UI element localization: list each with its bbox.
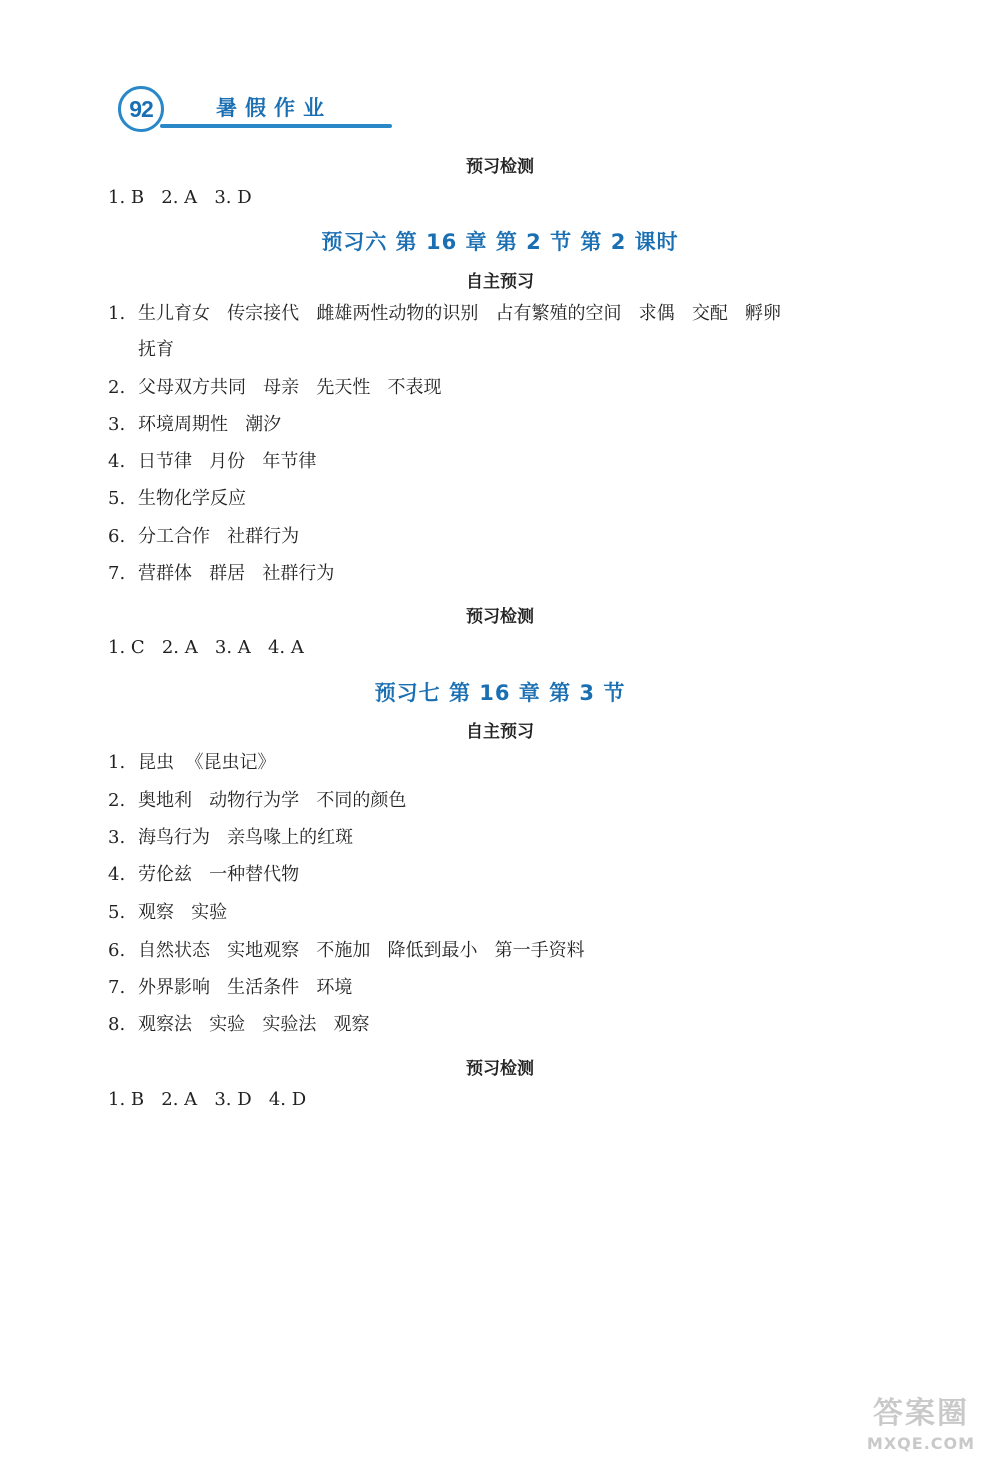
list-item-text: 自然状态 实地观察 不施加 降低到最小 第一手资料 — [138, 940, 585, 961]
list-item-text: 生物化学反应 — [138, 488, 246, 509]
watermark-text: 答案圈 — [873, 1396, 969, 1431]
list-item: 2. 奥地利 动物行为学 不同的颜色 — [108, 790, 407, 811]
list-item-text: 外界影响 生活条件 环境 — [138, 977, 353, 998]
section-heading-preview-check-6: 预习检测 — [466, 607, 534, 627]
answer-line-check-6: 1. C 2. A 3. A 4. A — [108, 637, 304, 658]
watermark-url: MXQE.COM — [866, 1434, 976, 1453]
list-item-text: 海鸟行为 亲鸟喙上的红斑 — [138, 827, 354, 848]
section-heading-preview-check-1: 预习检测 — [466, 157, 534, 177]
list-item-text: 劳伦兹 一种替代物 — [138, 864, 300, 885]
list-item: 4. 日节律 月份 年节律 — [108, 451, 317, 472]
list-item-text: 日节律 月份 年节律 — [138, 451, 317, 472]
list-item: 5. 生物化学反应 — [108, 488, 246, 509]
list-item-text: 环境周期性 潮汐 — [138, 414, 282, 435]
list-item: 8. 观察法 实验 实验法 观察 — [108, 1014, 370, 1035]
list-item: 1. 昆虫 《昆虫记》 — [108, 752, 276, 773]
list-item-text: 生儿育女 传宗接代 雌雄两性动物的识别 占有繁殖的空间 求偶 交配 孵卵 — [138, 303, 781, 324]
list-item: 5. 观察 实验 — [108, 902, 228, 923]
answer-line-check-1: 1. B 2. A 3. D — [108, 187, 252, 208]
section-heading-self-preview-7: 自主预习 — [466, 722, 534, 742]
header-title: 暑假作业 — [216, 96, 332, 120]
list-item-text: 父母双方共同 母亲 先天性 不表现 — [138, 377, 442, 398]
list-item: 3. 环境周期性 潮汐 — [108, 414, 282, 435]
list-item-text: 分工合作 社群行为 — [138, 526, 300, 547]
list-item: 2. 父母双方共同 母亲 先天性 不表现 — [108, 377, 442, 398]
list-item-text: 观察 实验 — [138, 902, 228, 923]
list-item: 1. 生儿育女 传宗接代 雌雄两性动物的识别 占有繁殖的空间 求偶 交配 孵卵 — [108, 303, 781, 324]
list-item-text: 观察法 实验 实验法 观察 — [138, 1014, 370, 1035]
list-item-text: 营群体 群居 社群行为 — [138, 563, 335, 584]
watermark-logo — [866, 1388, 976, 1458]
header-rule — [160, 124, 392, 128]
section-heading-self-preview-6: 自主预习 — [466, 272, 534, 292]
lesson-heading-7: 预习七 第 16 章 第 3 节 — [374, 681, 626, 705]
list-item-continuation: 抚育 — [138, 339, 174, 360]
list-item: 3. 海鸟行为 亲鸟喙上的红斑 — [108, 827, 354, 848]
page-header — [100, 80, 400, 160]
list-item: 7. 外界影响 生活条件 环境 — [108, 977, 353, 998]
list-item: 7. 营群体 群居 社群行为 — [108, 563, 335, 584]
page-number-badge: 92 — [118, 86, 164, 132]
list-item-text: 奥地利 动物行为学 不同的颜色 — [138, 790, 407, 811]
lesson-heading-6: 预习六 第 16 章 第 2 节 第 2 课时 — [321, 230, 679, 254]
list-item: 6. 自然状态 实地观察 不施加 降低到最小 第一手资料 — [108, 940, 585, 961]
list-item: 6. 分工合作 社群行为 — [108, 526, 300, 547]
list-item: 4. 劳伦兹 一种替代物 — [108, 864, 300, 885]
list-item-text: 昆虫 《昆虫记》 — [138, 752, 276, 773]
answer-line-check-7: 1. B 2. A 3. D 4. D — [108, 1089, 307, 1110]
section-heading-preview-check-7: 预习检测 — [466, 1059, 534, 1079]
